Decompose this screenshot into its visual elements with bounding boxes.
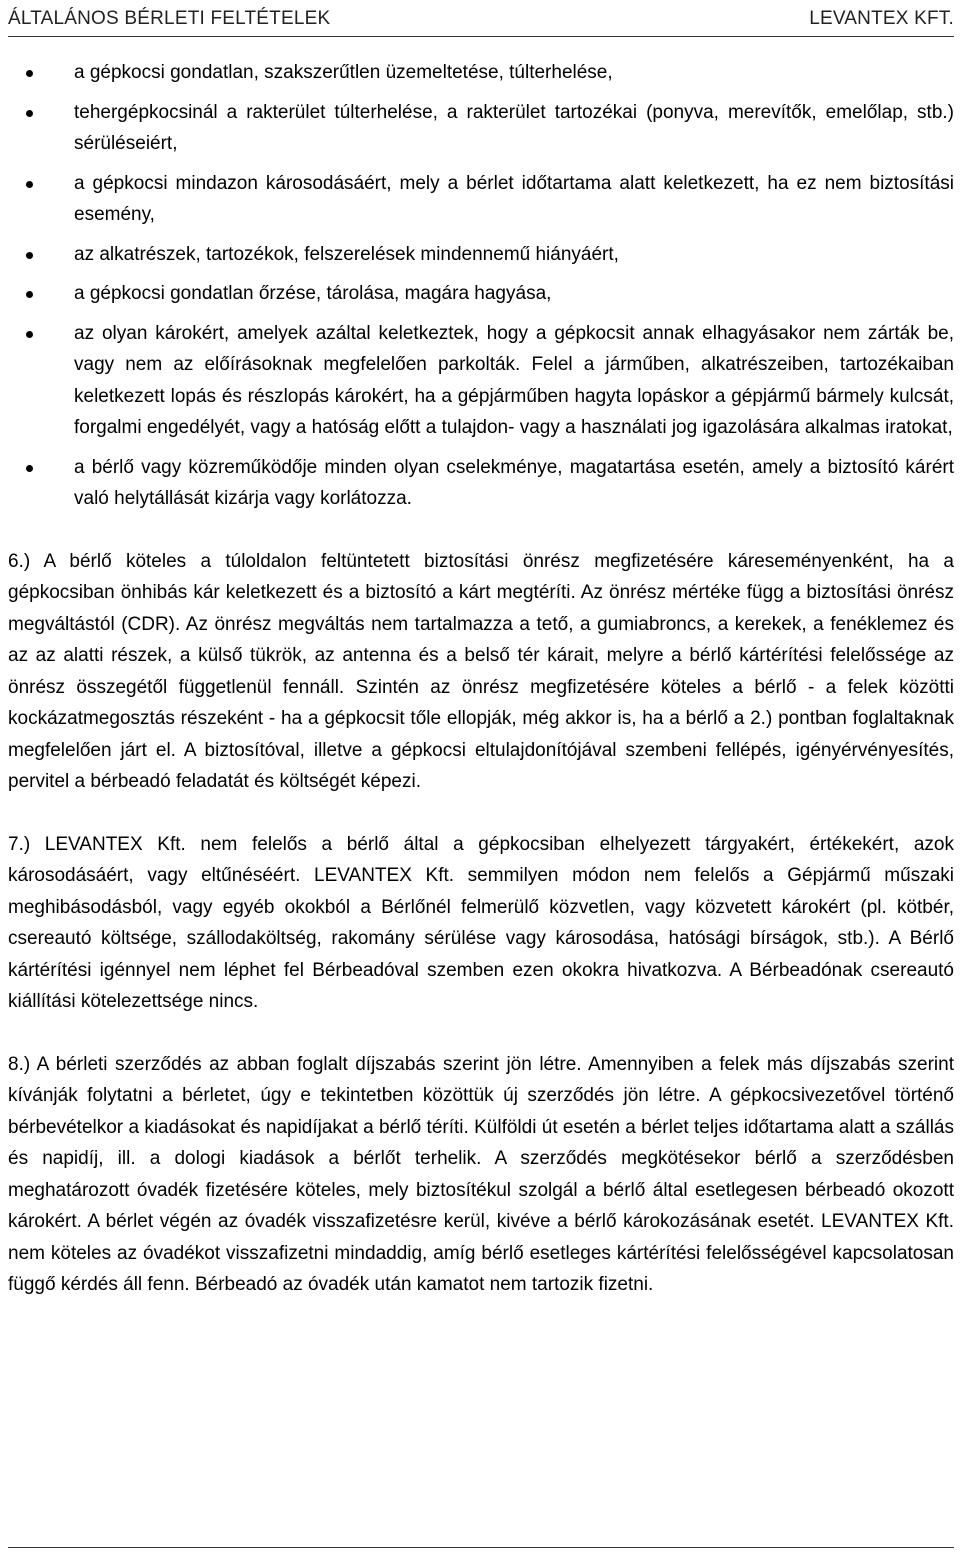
bullet-icon xyxy=(26,331,33,338)
section-6-paragraph: 6.) A bérlő köteles a túloldalon feltüntetett biztosítási önrész megfizetésére káreseményenként, ha a gépkocsiban önhibás kár keletkezett és a biztosító a kárt megtéríti. Az önrész mértéke függ a biztosítási önrész megváltástól (CDR). Az önrész megváltás nem tartalmazza a tető, a gumiabroncs, a kerekek, a fenéklemez és az az alatti részek, a külső tükrök, az antenna és a belső tér kárait, melyre a bérlő kártérítési felelőssége az önrész összegétől függetlenül fennáll. Szintén az önrész megfizetésére köteles a bérlő - a felek közötti kockázatmegosztás részeként - ha a gépkocsit tőle ellopják, még akkor is, ha a bérlő a 2.) pontban foglaltaknak megfelelően járt el. A biztosítóval, illetve a gépkocsi eltulajdonítójával szembeni fellépés, igényérvényesítés, pervitel a bérbeadó feladatát és költségét képezi. xyxy=(8,550,954,792)
list-item xyxy=(74,97,954,160)
liability-bullet-list xyxy=(8,57,954,515)
list-item-text: az olyan károkért, amelyek azáltal keletkeztek, hogy a gépkocsit annak elhagyásakor nem zárták be, vagy nem az előírásoknak megfelelően parkolták. Felel a járműben, alkatrészeiben, tartozékaiban keletkezett lopás és részlopás károkért, ha a gépjárműben hagyta lopáskor a gépjármű bármely kulcsát, forgalmi engedélyét, vagy a hatóság előtt a tulajdon- vagy a használati jog igazolására alkalmas iratokat, xyxy=(74,322,954,438)
bullet-icon xyxy=(26,252,33,259)
bullet-icon xyxy=(26,70,33,77)
page-header xyxy=(8,0,954,30)
list-item xyxy=(74,278,954,310)
bullet-icon xyxy=(26,465,33,472)
list-item-text: a gépkocsi mindazon károsodásáért, mely a bérlet időtartama alatt keletkezett, ha ez nem biztosítási esemény, xyxy=(74,172,954,225)
document-page xyxy=(8,0,954,1301)
list-item-text: az alkatrészek, tartozékok, felszerelések mindennemű hiányáért, xyxy=(74,243,619,265)
list-item-text: a gépkocsi gondatlan őrzése, tárolása, magára hagyása, xyxy=(74,283,552,304)
list-item xyxy=(74,318,954,444)
bullet-icon xyxy=(26,110,33,117)
section-7-paragraph: 7.) LEVANTEX Kft. nem felelős a bérlő által a gépkocsiban elhelyezett tárgyakért, értékekért, azok károsodásáért, vagy eltűnéséért. LEVANTEX Kft. semmilyen módon nem felelős a Gépjármű műszaki meghibásodásból, vagy egyéb okokból a Bérlőnél felmerülő közvetlen, vagy közvetett károkért (pl. kötbér, csereautó költsége, szállodaköltség, rakomány sérülése vagy károsodása, hatósági bírságok, stb.). A Bérlő kártérítési igénnyel nem léphet fel Bérbeadóval szemben ezen okokra hivatkozva. A Bérbeadónak csereautó kiállítási kötelezettsége nincs. xyxy=(8,833,954,1012)
header-company: LEVANTEX KFT. xyxy=(809,8,954,29)
bullet-icon xyxy=(26,291,33,298)
header-title: ÁLTALÁNOS BÉRLETI FELTÉTELEK xyxy=(8,8,331,29)
section-8-paragraph: 8.) A bérleti szerződés az abban foglalt díjszabás szerint jön létre. Amennyiben a felek más díjszabás szerint kívánják folytatni a bérletet, úgy e tekintetben közöttük új szerződés jön létre. A gépkocsivezetővel történő bérbevételkor a kiadásokat és napidíjakat a bérlő téríti. Külföldi út esetén a bérlet teljes időtartama alatt a szállás és napidíj, ill. a dologi kiadások a bérlőt terhelik. A szerződés megkötésekor bérlő a szerződésben meghatározott óvadék fizetésére köteles, mely biztosítékul szolgál a bérlő által esetlegesen bérbeadó okozott károkért. A bérlet végén az óvadék visszafizetésre kerül, kivéve a bérlő károkozásának esetét. LEVANTEX Kft. nem köteles az óvadékot visszafizetni mindaddig, amíg bérlő esetleges kártérítési felelősségével kapcsolatosan függő kérdés áll fenn. Bérbeadó az óvadék után kamatot nem tartozik fizetni. xyxy=(8,1053,954,1295)
list-item-text: a gépkocsi gondatlan, szakszerűtlen üzemeltetése, túlterhelése, xyxy=(74,62,613,83)
bullet-icon xyxy=(26,181,33,188)
header-divider xyxy=(8,36,954,37)
list-item-text: a bérlő vagy közreműködője minden olyan cselekménye, magatartása esetén, amely a biztosító kárért való helytállását kizárja vagy korlátozza. xyxy=(74,456,954,509)
footer-divider xyxy=(8,1547,954,1548)
list-item xyxy=(74,168,954,231)
list-item xyxy=(74,57,954,89)
list-item xyxy=(74,239,954,271)
list-item xyxy=(74,452,954,515)
list-item-text: tehergépkocsinál a rakterület túlterhelése, a rakterület tartozékai (ponyva, merevítők, emelőlap, stb.) sérüléseiért, xyxy=(74,101,954,154)
